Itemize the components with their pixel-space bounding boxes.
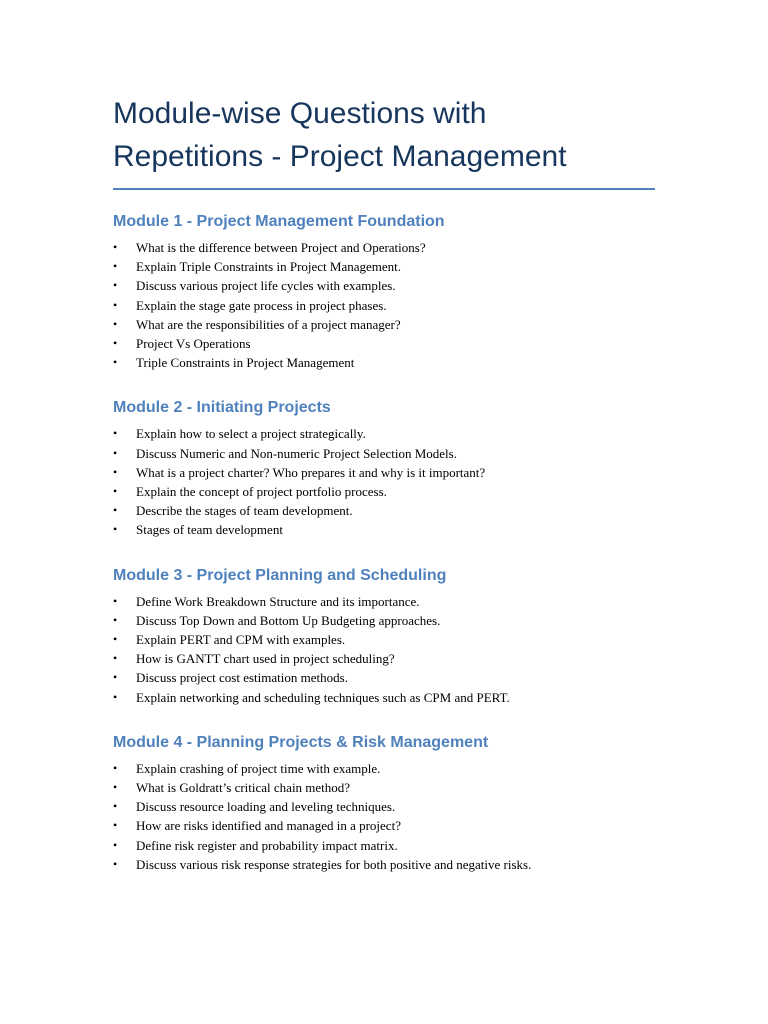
question-text: Explain networking and scheduling techniques such as CPM and PERT. — [136, 689, 510, 705]
question-text: Discuss project cost estimation methods. — [136, 670, 348, 686]
bullet-icon: • — [113, 503, 118, 518]
list-item — [113, 836, 655, 855]
list-item — [113, 649, 655, 668]
bullet-icon: • — [113, 689, 118, 704]
list-item — [113, 482, 655, 501]
document-page — [113, 92, 655, 874]
question-text: What is a project charter? Who prepares it and why is it important? — [136, 464, 486, 480]
question-text: Triple Constraints in Project Management — [136, 355, 355, 371]
question-text: Describe the stages of team development. — [136, 503, 353, 519]
module-2-section — [113, 397, 655, 539]
module-2-question-list — [113, 424, 655, 539]
list-item — [113, 334, 655, 353]
question-text: Define Work Breakdown Structure and its importance. — [136, 593, 420, 609]
question-text: Explain the stage gate process in project phases. — [136, 297, 387, 313]
question-text: Explain the concept of project portfolio process. — [136, 484, 387, 500]
module-3-question-list — [113, 592, 655, 707]
question-text: Explain crashing of project time with example. — [136, 760, 381, 776]
list-item — [113, 759, 655, 778]
question-text: Discuss various risk response strategies for both positive and negative risks. — [136, 856, 532, 872]
list-item — [113, 816, 655, 835]
list-item — [113, 611, 655, 630]
bullet-icon: • — [113, 484, 118, 499]
list-item — [113, 688, 655, 707]
bullet-icon: • — [113, 278, 118, 293]
question-text: Define risk register and probability impact matrix. — [136, 837, 398, 853]
question-text: What is the difference between Project and Operations? — [136, 240, 426, 255]
list-item — [113, 276, 655, 295]
module-1-section — [113, 211, 655, 372]
bullet-icon: • — [113, 522, 118, 537]
list-item — [113, 315, 655, 334]
list-item — [113, 296, 655, 315]
bullet-icon: • — [113, 632, 118, 647]
module-1-question-list — [113, 238, 655, 372]
question-text: Explain PERT and CPM with examples. — [136, 632, 346, 648]
document-title-line-2: Repetitions - Project Management — [113, 140, 567, 173]
list-item — [113, 592, 655, 611]
module-2-heading: Module 2 - Initiating Projects — [113, 399, 331, 417]
bullet-icon: • — [113, 612, 118, 627]
module-3-heading: Module 3 - Project Planning and Scheduling — [113, 566, 447, 584]
list-item — [113, 668, 655, 687]
bullet-icon: • — [113, 856, 118, 871]
bullet-icon: • — [113, 445, 118, 460]
document-title-line-1: Module-wise Questions with — [113, 97, 487, 130]
list-item — [113, 257, 655, 276]
list-item — [113, 778, 655, 797]
bullet-icon: • — [113, 651, 118, 666]
question-text: Discuss Numeric and Non-numeric Project Selection Models. — [136, 445, 457, 461]
bullet-icon: • — [113, 818, 118, 833]
question-text: Project Vs Operations — [136, 336, 251, 352]
bullet-icon: • — [113, 240, 118, 254]
list-item — [113, 463, 655, 482]
bullet-icon: • — [113, 837, 118, 852]
bullet-icon: • — [113, 259, 118, 274]
bullet-icon: • — [113, 336, 118, 351]
question-text: How are risks identified and managed in a project? — [136, 818, 401, 834]
question-text: Discuss various project life cycles with examples. — [136, 278, 396, 294]
bullet-icon: • — [113, 760, 118, 775]
question-text: What are the responsibilities of a project manager? — [136, 316, 401, 332]
module-4-section — [113, 732, 655, 874]
question-text: What is Goldratt’s critical chain method? — [136, 780, 351, 796]
list-item — [113, 238, 655, 257]
document-title — [113, 92, 655, 190]
bullet-icon: • — [113, 426, 118, 441]
list-item — [113, 353, 655, 372]
bullet-icon: • — [113, 355, 118, 370]
bullet-icon: • — [113, 780, 118, 795]
list-item — [113, 855, 655, 874]
question-text: Explain Triple Constraints in Project Management. — [136, 259, 402, 275]
bullet-icon: • — [113, 799, 118, 814]
list-item — [113, 501, 655, 520]
list-item — [113, 444, 655, 463]
bullet-icon: • — [113, 593, 118, 608]
list-item — [113, 630, 655, 649]
list-item — [113, 797, 655, 816]
bullet-icon: • — [113, 464, 118, 479]
bullet-icon: • — [113, 316, 118, 331]
question-text: Discuss Top Down and Bottom Up Budgeting approaches. — [136, 612, 441, 628]
question-text: How is GANTT chart used in project scheduling? — [136, 651, 395, 667]
question-text: Discuss resource loading and leveling techniques. — [136, 799, 396, 815]
question-text: Explain how to select a project strategically. — [136, 426, 366, 442]
module-4-question-list — [113, 759, 655, 874]
question-text: Stages of team development — [136, 522, 283, 538]
module-1-heading: Module 1 - Project Management Foundation — [113, 213, 445, 230]
module-3-section — [113, 565, 655, 707]
bullet-icon: • — [113, 670, 118, 685]
bullet-icon: • — [113, 297, 118, 312]
list-item — [113, 424, 655, 443]
module-4-heading: Module 4 - Planning Projects & Risk Management — [113, 733, 489, 751]
list-item — [113, 520, 655, 539]
